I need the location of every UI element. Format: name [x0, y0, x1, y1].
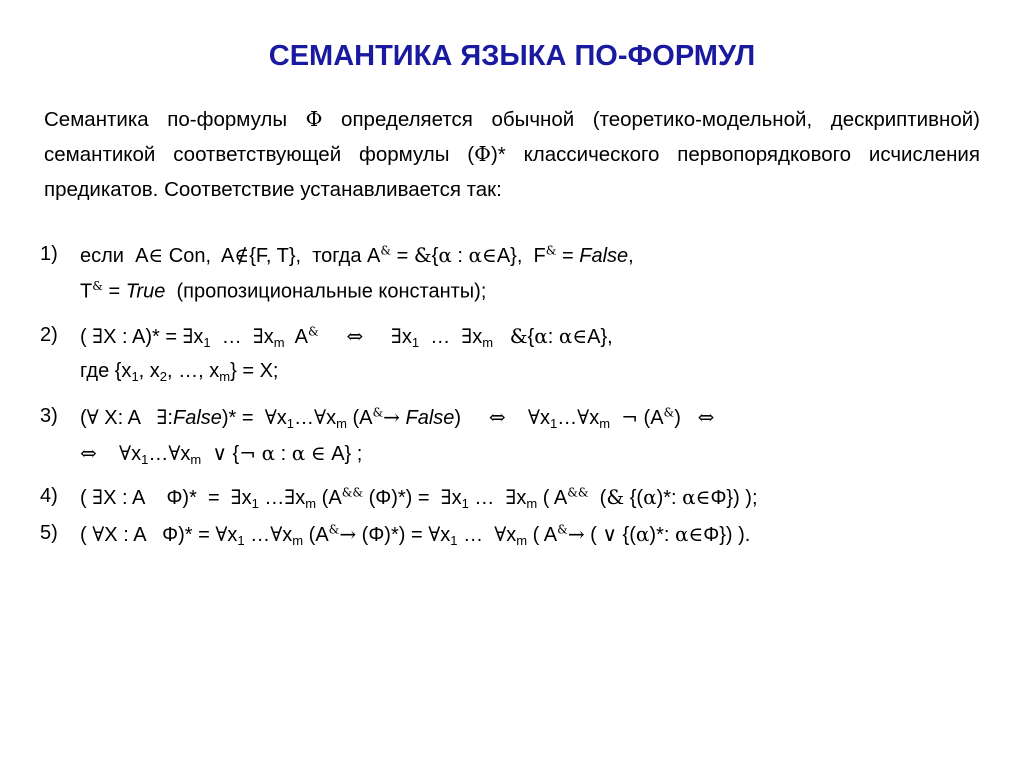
subscript: 1: [141, 452, 149, 467]
subscript: 2: [159, 369, 168, 384]
alpha-symbol: α: [438, 243, 452, 267]
ampersand-superscript: &: [307, 324, 319, 339]
ampersand-superscript: &&: [567, 485, 589, 500]
text: [493, 326, 510, 348]
text: (: [80, 524, 93, 546]
text: X : A Φ)* =: [104, 524, 216, 546]
forall-symbol: ∀: [119, 441, 132, 465]
text: …: [244, 524, 271, 546]
ampersand-superscript: &: [545, 243, 557, 258]
forall-symbol: ∀: [494, 522, 507, 546]
phi-symbol: Φ: [474, 142, 491, 166]
alpha-symbol: α: [635, 522, 650, 546]
text: {: [431, 245, 439, 267]
exists-symbol: ∃: [92, 485, 104, 509]
text: (A: [316, 487, 342, 509]
subscript: 1: [549, 416, 558, 431]
equivalence-arrow-icon: ⇔: [697, 405, 715, 429]
text: (Φ)*) =: [356, 524, 429, 546]
text: x: [241, 487, 252, 509]
rule-line: [80, 324, 613, 350]
text: [201, 443, 212, 465]
ampersand-superscript: &: [380, 243, 392, 258]
subscript: 1: [131, 369, 139, 384]
slide-title: СЕМАНТИКА ЯЗЫКА ПО-ФОРМУЛ: [268, 40, 756, 72]
text: {(: [617, 524, 636, 546]
text: ): [674, 407, 698, 429]
text: …: [294, 407, 314, 429]
conjunction-symbol: &: [413, 243, 432, 267]
text: [97, 443, 119, 465]
exists-symbol: ∃: [505, 485, 517, 509]
not-element-of-symbol: ∉: [234, 243, 250, 267]
text: A: [284, 326, 308, 348]
text: :: [275, 443, 292, 465]
text: Con, A: [163, 245, 235, 267]
conjunction-symbol: &: [606, 485, 625, 509]
text: …: [210, 326, 253, 348]
forall-symbol: ∀: [168, 441, 181, 465]
text: (: [588, 487, 607, 509]
forall-symbol: ∀: [577, 405, 590, 429]
element-of-symbol: ∈: [310, 441, 326, 465]
text: …: [457, 524, 495, 546]
text: (: [80, 487, 93, 509]
disjunction-symbol: ∨: [212, 441, 227, 465]
subscript: m: [305, 496, 317, 511]
subscript: 1: [251, 496, 259, 511]
rule-number: 4): [40, 485, 58, 507]
text: =: [391, 245, 414, 267]
text: …: [419, 326, 462, 348]
text: (A: [346, 407, 373, 429]
text: (Φ)*) =: [363, 487, 441, 509]
false-constant: False: [579, 245, 629, 267]
rule-number: 5): [40, 522, 58, 544]
text: {: [527, 326, 535, 348]
text: ( A: [527, 524, 558, 546]
ampersand-superscript: &: [663, 405, 675, 420]
text: :: [167, 407, 173, 429]
ampersand-superscript: &: [328, 522, 340, 537]
subscript: m: [482, 335, 494, 350]
exists-symbol: ∃: [284, 485, 296, 509]
subscript: m: [190, 452, 202, 467]
text: x: [282, 524, 293, 546]
text: , x: [138, 360, 160, 382]
subscript: m: [526, 496, 538, 511]
text: …: [557, 407, 578, 429]
subscript: m: [336, 416, 347, 431]
subscript: m: [599, 416, 611, 431]
text: :: [547, 326, 559, 348]
ampersand-superscript: &: [557, 522, 568, 537]
subscript: 1: [286, 416, 294, 431]
text: ,: [628, 245, 634, 267]
text: X : A Φ)* =: [103, 487, 231, 509]
text: x: [227, 524, 238, 546]
text: x: [451, 487, 462, 509]
equivalence-arrow-icon: ⇔: [488, 405, 506, 429]
forall-symbol: ∀: [314, 405, 327, 429]
exists-symbol: ∃: [252, 324, 264, 348]
text: [363, 326, 391, 348]
text: =: [102, 280, 126, 303]
equivalence-arrow-icon: ⇔: [346, 324, 364, 348]
text: X: A: [98, 407, 157, 429]
text: x: [401, 326, 412, 348]
alpha-in-symbol: α∈: [468, 243, 497, 267]
forall-symbol: ∀: [270, 522, 283, 546]
subscript: m: [219, 369, 231, 384]
implication-arrow-icon: →: [383, 405, 400, 429]
text: , …, x: [167, 360, 220, 382]
text: где {x: [80, 360, 132, 382]
alpha-in-symbol: α∈: [674, 522, 704, 546]
text: [319, 326, 347, 348]
text: x: [506, 524, 517, 546]
exists-symbol: ∃: [92, 324, 104, 348]
rule-number: 2): [40, 324, 58, 346]
forall-symbol: ∀: [264, 405, 277, 429]
subscript: 1: [461, 496, 469, 511]
rule-line: [80, 522, 750, 548]
exists-symbol: ∃: [230, 485, 242, 509]
rule-line: [80, 360, 278, 384]
text: x: [589, 407, 600, 429]
text: x: [180, 443, 191, 465]
text: x: [516, 487, 527, 509]
text: [610, 407, 621, 429]
exists-symbol: ∃: [156, 405, 168, 429]
text: Φ}) );: [710, 487, 758, 509]
exists-symbol: ∃: [182, 324, 194, 348]
element-of-symbol: ∈: [148, 243, 164, 267]
alpha-symbol: α: [534, 324, 548, 348]
text: x: [263, 326, 274, 348]
rule-line: [80, 441, 362, 467]
subscript: m: [292, 533, 304, 548]
true-constant: True: [125, 280, 166, 303]
implication-arrow-icon: →: [339, 522, 357, 546]
text: [506, 407, 528, 429]
negation-symbol: ¬: [239, 441, 257, 465]
text: )*:: [649, 524, 675, 546]
exists-symbol: ∃: [440, 485, 452, 509]
rule-line: [80, 279, 486, 304]
subscript: 1: [237, 533, 245, 548]
text: X : A)* =: [103, 326, 183, 348]
text: (A: [303, 524, 329, 546]
exists-symbol: ∃: [391, 324, 402, 348]
text: x: [472, 326, 483, 348]
text: если A: [80, 245, 149, 267]
false-constant: False: [172, 407, 222, 429]
false-constant: False: [405, 407, 455, 429]
exists-symbol: ∃: [461, 324, 473, 348]
subscript: m: [273, 335, 285, 350]
forall-symbol: ∀: [428, 522, 441, 546]
ampersand-superscript: &: [92, 279, 103, 293]
text: x: [539, 407, 550, 429]
text: } = X;: [230, 360, 279, 382]
text: x: [276, 407, 287, 429]
text: Φ}) ).: [703, 524, 751, 546]
text: (: [584, 524, 603, 546]
text: T: [80, 280, 93, 303]
rule-line: [80, 405, 714, 431]
rule-number: 1): [40, 243, 58, 265]
alpha-symbol: α: [291, 441, 306, 465]
implication-arrow-icon: →: [567, 522, 585, 546]
equivalence-arrow-icon: ⇔: [80, 441, 97, 465]
disjunction-symbol: ∨: [602, 522, 617, 546]
conjunction-symbol: &: [509, 324, 528, 348]
intro-text: определяется обычной (теоретико-модельной, дескриптивной) семантикой соответствующей формулы (: [44, 108, 981, 166]
text: x: [131, 443, 142, 465]
text: x: [295, 487, 306, 509]
rule-number: 3): [40, 405, 58, 427]
alpha-in-symbol: α∈: [558, 324, 588, 348]
text: (A: [637, 407, 664, 429]
text: (: [80, 326, 93, 348]
text: A},: [587, 326, 613, 348]
forall-symbol: ∀: [215, 522, 228, 546]
forall-symbol: ∀: [92, 522, 105, 546]
intro-paragraph: [44, 102, 980, 207]
text: :: [451, 245, 469, 267]
text: x: [193, 326, 204, 348]
text: {: [227, 443, 240, 465]
subscript: 1: [450, 533, 458, 548]
text: …: [258, 487, 285, 509]
subscript: 1: [203, 335, 211, 350]
forall-symbol: ∀: [86, 405, 99, 429]
ampersand-superscript: &&: [341, 485, 364, 500]
negation-symbol: ¬: [621, 405, 638, 429]
text: ( A: [537, 487, 568, 509]
alpha-symbol: α: [643, 485, 657, 509]
text: x: [326, 407, 337, 429]
forall-symbol: ∀: [527, 405, 540, 429]
text: {(: [624, 487, 644, 509]
text: x: [440, 524, 451, 546]
alpha-in-symbol: α∈: [682, 485, 711, 509]
ampersand-superscript: &: [372, 405, 384, 420]
text: )* =: [221, 407, 265, 429]
alpha-symbol: α: [261, 441, 276, 465]
text: A} ;: [325, 443, 363, 465]
text: )*:: [656, 487, 683, 509]
text: {F, T}, тогда A: [249, 245, 381, 267]
text: ): [454, 407, 489, 429]
intro-text: Семантика по-формулы: [44, 108, 306, 131]
subscript: 1: [411, 335, 420, 350]
text: =: [556, 245, 580, 267]
subscript: m: [516, 533, 528, 548]
phi-symbol: Φ: [305, 107, 323, 131]
rule-line: [80, 485, 758, 511]
text: …: [148, 443, 169, 465]
text: (пропозициональные константы);: [165, 280, 487, 303]
text: A}, F: [496, 245, 546, 267]
rule-line: [80, 243, 634, 268]
text: …: [468, 487, 506, 509]
intro-text: )* классического первопорядкового исчисления предикатов. Соответствие устанавливается так:: [44, 143, 980, 201]
text: (: [80, 407, 87, 429]
